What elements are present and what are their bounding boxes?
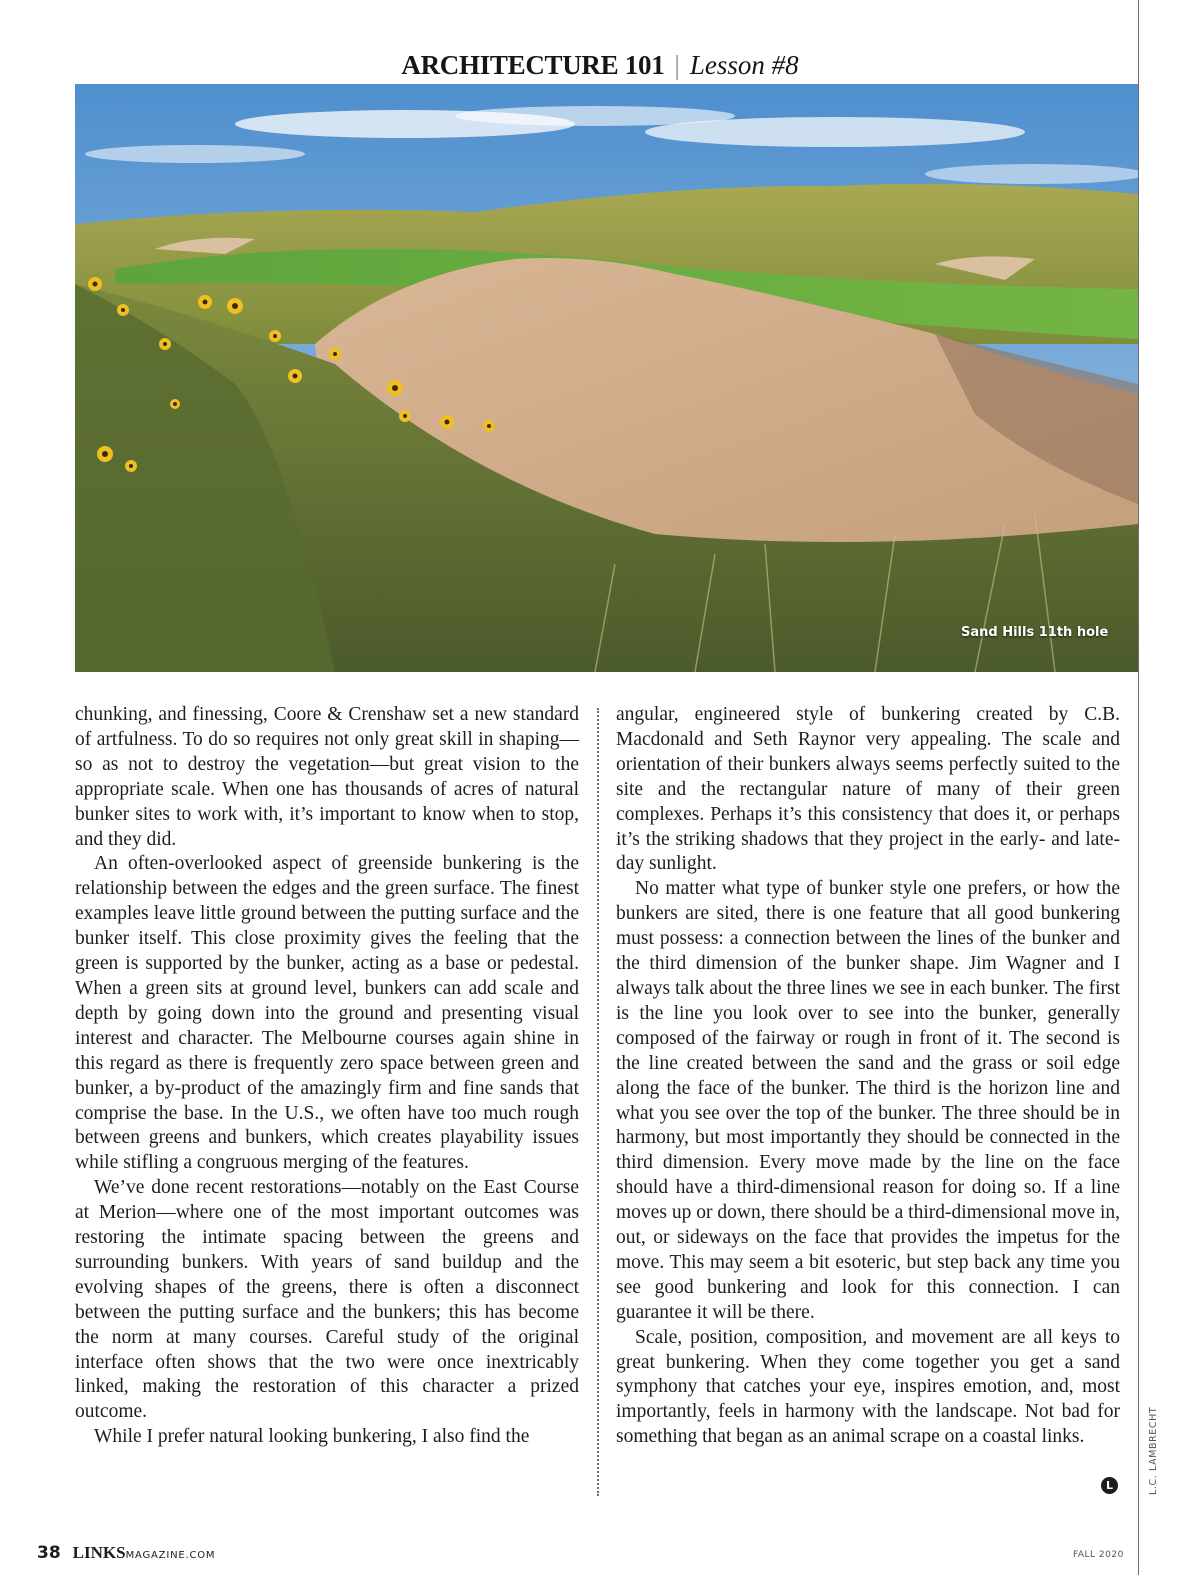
page-number: 38 [37,1543,61,1563]
right-paragraph-1: angular, engineered style of bunkering created by C.B. Macdonald and Seth Raynor very appealing. The scale and orientation of their bunkers always seems perfectly suited to the site and the rectangular nature of many of their green complexes. Perhaps it’s this consistency that does it, or perhaps it’s the striking shadows that they project in the early- and late-day sunlight. [616,704,1120,875]
end-mark-icon: L [1101,1477,1118,1494]
magazine-domain: MAGAZINE.COM [125,1550,216,1561]
left-paragraph-2: An often-overlooked aspect of greenside bunkering is the relationship between the edges and the green surface. The finest examples leave little ground between the putting surface and the bunker itself. This close proximity gives the feeling that the green is supported by the bunker, acting as a base or pedestal. When a green sits at ground level, bunkers can add scale and depth by going down into the ground and presenting visual interest and character. The Melbourne courses again shine in this regard as there is frequently zero space between green and bunker, a by-product of the amazingly firm and fine sands that comprise the base. In the U.S., we often have too much rough between greens and bunkers, which creates playability issues while stifling a congruous merging of the features. [75,853,579,1174]
right-paragraph-2: No matter what type of bunker style one prefers, or how the bunkers are sited, there is one feature that all good bunkering must possess: a connection between the lines of the bunker and the third dimension of the bunker shape. Jim Wagner and I always talk about the three lines we see in each bunker. The first is the line you look over to see into the bunker, generally composed of the fairway or rough in front of it. The second is the line created between the sand and the grass or soil edge along the face of the bunker. The third is the horizon line and what you see over the top of the bunker. The three should be in harmony, but most importantly they should be connected in the third dimension. Every move made by the line on the face should have a third-dimensional reason for doing so. If a line moves up or down, there should be a third-dimensional move in, out, or sideways on the face that provides the impetus for the move. This may seem a bit esoteric, but step back any time you see good bunkering and look for this connection. I can guarantee it will be there. [616,878,1120,1323]
column-divider [597,708,599,1496]
header-separator: | [674,50,680,80]
photo-credit: L.C. LAMBRECHT [1148,1406,1159,1495]
left-paragraph-4: While I prefer natural looking bunkering, I also find the [94,1426,530,1448]
footer-folio [37,1543,215,1563]
page-edge-rule [1138,0,1139,1575]
section-title: ARCHITECTURE 101 [401,50,665,80]
left-paragraph-1: chunking, and finessing, Coore & Crenshaw set a new standard of artfulness. To do so requires not only great skill in shaping—so as not to destroy the vegetation—but great vision to the appropriate scale. When one has thousands of acres of natural bunker sites to work with, it’s important to know when to stop, and they did. [75,704,579,850]
photo-caption: Sand Hills 11th hole [961,625,1109,640]
article-column-left [75,703,579,1450]
lesson-label: Lesson #8 [689,50,799,80]
article-column-right [616,703,1120,1450]
left-paragraph-3: We’ve done recent restorations—notably on the East Course at Merion—where one of the most important outcomes was restoring the intimate spacing between the greens and surrounding bunkers. With years of sand buildup and the evolving shapes of the greens, there is often a disconnect between the putting surface and the bunkers; this has become the norm at many courses. Careful study of the original interface often shows that the two were once inextricably linked, making the restoration of this character a prized outcome. [75,1177,579,1423]
hero-photo [75,84,1138,672]
right-paragraph-3: Scale, position, composition, and movement are all keys to great bunkering. When they come together you get a sand symphony that catches your eye, inspires emotion, and, most importantly, feels in harmony with the landscape. Not bad for something that began as an animal scrape on a coastal links. [616,1326,1120,1448]
magazine-brand: LINKS [72,1543,126,1562]
issue-date: FALL 2020 [1073,1550,1124,1560]
section-header [0,50,1200,81]
